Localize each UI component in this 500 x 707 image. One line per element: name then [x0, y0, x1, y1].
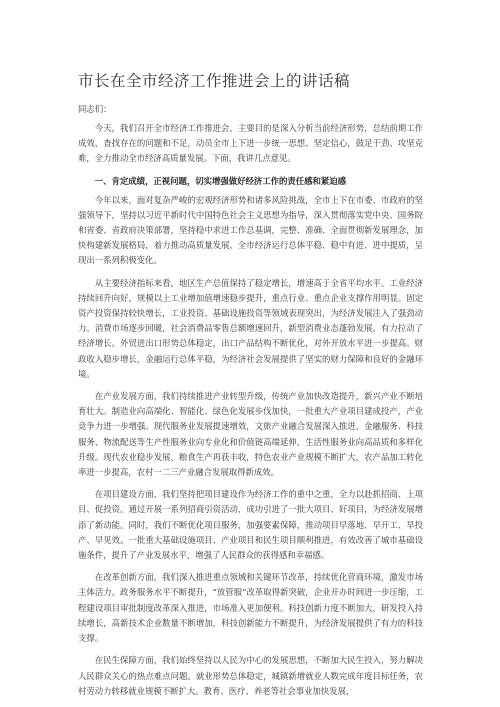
document-page	[78, 70, 423, 706]
intro-paragraph: 今天，我们召开全市经济工作推进会，主要目的是深入分析当前经济形势，总结前期工作成效，查找存在的问题和不足，动员全市上下进一步统一思想、坚定信心，鼓足干劲、攻坚克难，全力推动全市经济高质量发展。下面，我讲几点意见。	[78, 123, 423, 164]
body-paragraph: 在改革创新方面，我们深入推进重点领域和关键环节改革，持续优化营商环境，激发市场主体活力。政务服务水平不断提升，“放管服”改革取得新突破，企业开办时间进一步压缩，工程建设项目审批制度改革深入推进，市场准入更加便利。科技创新力度不断加大，研发投入持续增长，高新技术企业数量不断增加，科技创新能力不断提升，为经济发展提供了有力的科技支撑。	[78, 572, 423, 644]
body-paragraph: 今年以来，面对复杂严峻的宏观经济形势和诸多风险挑战，全市上下在市委、市政府的坚强领导下，坚持以习近平新时代中国特色社会主义思想为指导，深入贯彻落实党中央、国务院和省委、省政府决策部署，坚持稳中求进工作总基调，完整、准确、全面贯彻新发展理念，加快构建新发展格局，着力推动高质量发展，全市经济运行总体平稳、稳中有进、进中提质，呈现出一系列积极变化。	[78, 194, 423, 266]
salutation: 同志们：	[78, 104, 112, 114]
body-paragraph: 从主要经济指标来看，地区生产总值保持了稳定增长，增速高于全省平均水平。工业经济持续回升向好，规模以上工业增加值增速稳步提升，重点行业、重点企业支撑作用明显。固定资产投资保持较快增长，工业投资、基础设施投资等领域表现突出，为经济发展注入了强劲动力。消费市场逐步回暖，社会消费品零售总额增速回升，新型消费业态蓬勃发展，有力拉动了经济增长。外贸进出口形势总体稳定，出口产品结构不断优化，对外开放水平进一步提高。财政收入稳步增长，金融运行总体平稳，为经济社会发展提供了坚实的财力保障和良好的金融环境。	[78, 277, 423, 379]
document-title: 市长在全市经济工作推进会上的讲话稿	[78, 72, 351, 90]
body-paragraph: 在民生保障方面，我们始终坚持以人民为中心的发展思想，不断加大民生投入，努力解决人民群众关心的热点难点问题。就业形势总体稳定，城镇新增就业人数完成年度目标任务，农村劳动力转移就业规模不断扩大。教育、医疗、养老等社会事业加快发展，	[78, 655, 423, 696]
body-paragraph: 在项目建设方面，我们坚持把项目建设作为经济工作的重中之重，全力以赴抓招商、上项目、促投资。通过开展一系列招商引资活动，成功引进了一批大项目、好项目，为经济发展增添了新动能。同时，我们不断优化项目服务，加强要素保障，推动项目早落地、早开工、早投产、早见效。一批重大基础设施项目、产业项目和民生项目顺利推进，有效改善了城市基础设施条件，提升了产业发展水平，增强了人民群众的获得感和幸福感。	[78, 489, 423, 561]
section-heading-1: 一、肯定成绩，正视问题，切实增强做好经济工作的责任感和紧迫感	[94, 175, 347, 186]
body-paragraph: 在产业发展方面，我们持续推进产业转型升级，传统产业加快改造提升，新兴产业不断培育壮大。制造业向高端化、智能化、绿色化发展步伐加快，一批重大产业项目建成投产，产业竞争力进一步增强。现代服务业发展提速增效，文旅产业融合发展深入推进，金融服务、科技服务、物流配送等生产性服务业向专业化和价值链高端延伸，生活性服务业向高品质和多样化升级。现代农业稳步发展，粮食生产再获丰收，特色农业产业规模不断扩大，农产品加工转化率进一步提高，农村一二三产业融合发展取得新成效。	[78, 391, 423, 478]
